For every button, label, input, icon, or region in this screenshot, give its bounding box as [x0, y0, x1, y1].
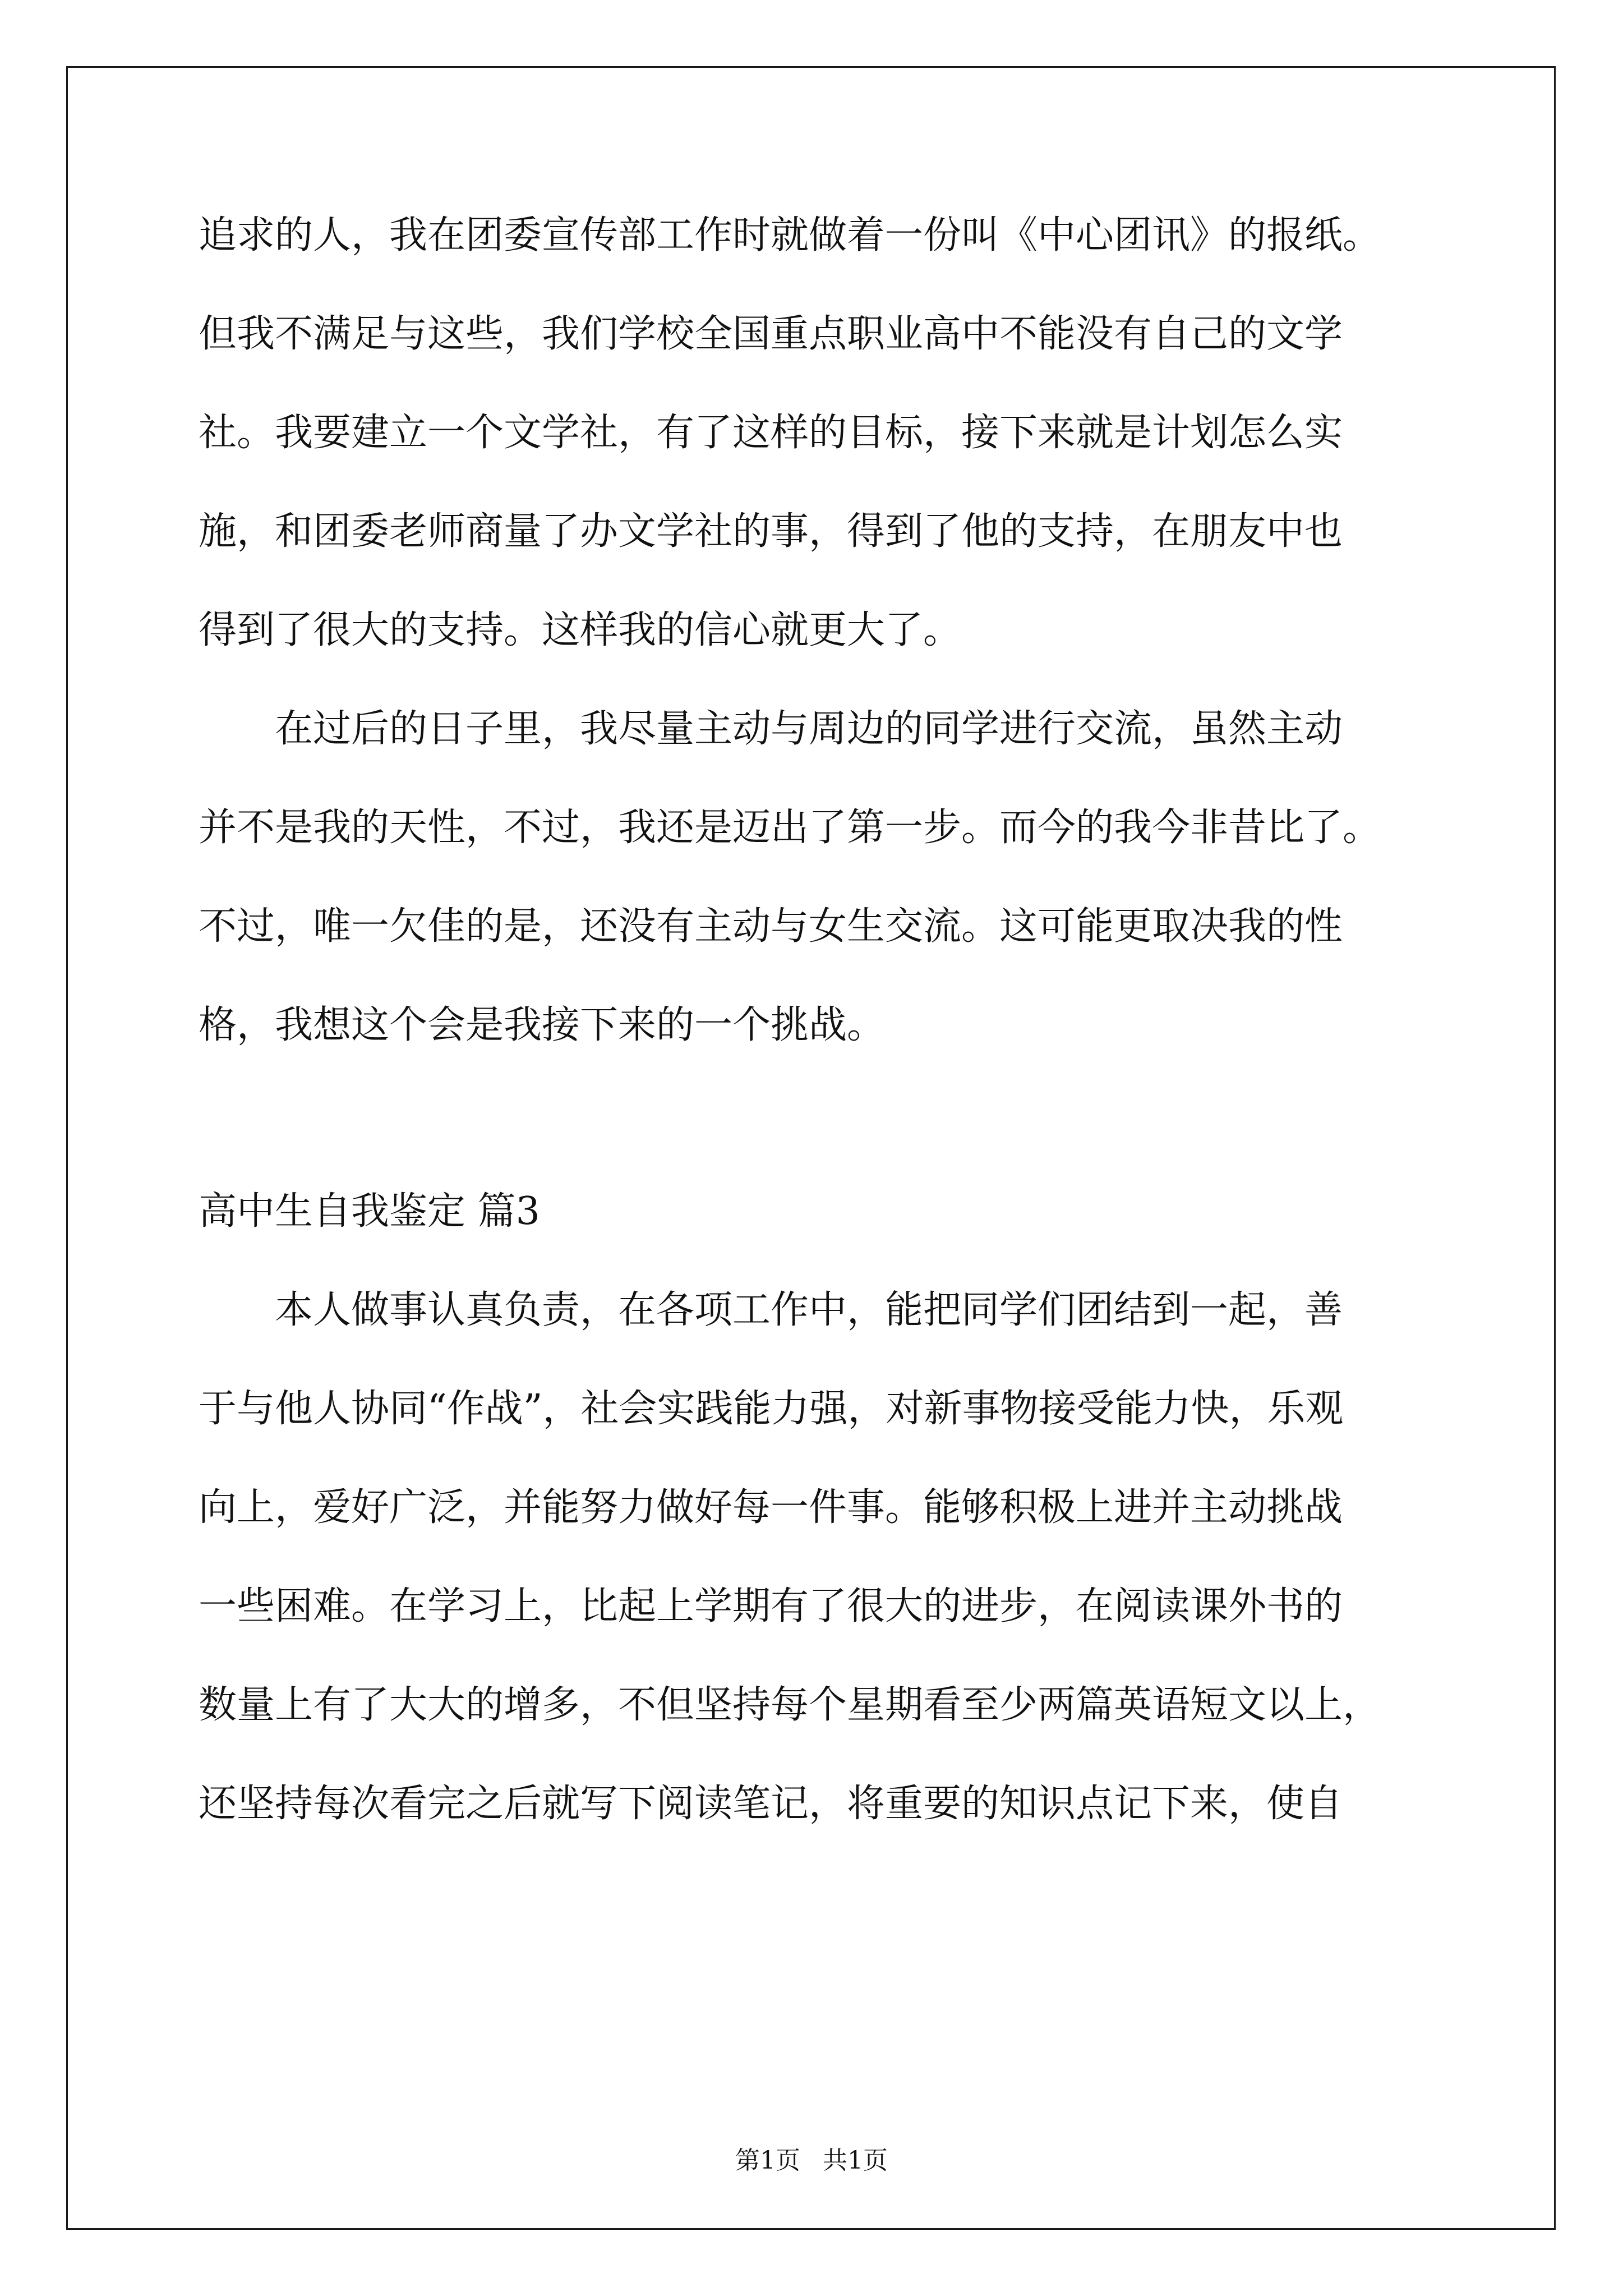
text-line: 本人做事认真负责，在各项工作中，能把同学们团结到一起，善: [275, 1288, 1343, 1332]
page-total: 共1页: [823, 2146, 888, 2175]
text-line: 施，和团委老师商量了办文学社的事，得到了他的支持，在朋友中也: [199, 509, 1343, 554]
text-line: 向上，爱好广泛，并能努力做好每一件事。能够积极上进并主动挑战: [199, 1485, 1343, 1530]
page-footer: [0, 2144, 1623, 2178]
document-body: [199, 208, 1424, 1875]
text-line: 但我不满足与这些，我们学校全国重点职业高中不能没有自己的文学: [199, 312, 1343, 356]
text-line: 在过后的日子里，我尽量主动与周边的同学进行交流，虽然主动: [275, 707, 1343, 751]
paragraph-2: [199, 701, 1424, 1096]
paragraph-1: [199, 208, 1424, 701]
text-line: 于与他人协同“作战”，社会实践能力强，对新事物接受能力快，乐观: [199, 1387, 1344, 1431]
section-heading-block: [199, 1184, 1424, 1282]
text-line: 并不是我的天性，不过，我还是迈出了第一步。而今的我今非昔比了。: [199, 806, 1381, 850]
text-line: 格，我想这个会是我接下来的一个挑战。: [199, 1003, 886, 1047]
page-number: 第1页: [735, 2146, 800, 2175]
text-line: 得到了很大的支持。这样我的信心就更大了。: [199, 608, 962, 652]
paragraph-3: [199, 1282, 1424, 1875]
text-line: 追求的人，我在团委宣传部工作时就做着一份叫《中心团讯》的报纸。: [199, 213, 1381, 257]
text-line: 不过，唯一欠佳的是，还没有主动与女生交流。这可能更取决我的性: [199, 904, 1343, 949]
text-line: 一些困难。在学习上，比起上学期有了很大的进步，在阅读课外书的: [199, 1584, 1343, 1628]
text-line: 还坚持每次看完之后就写下阅读笔记，将重要的知识点记下来，使自: [199, 1782, 1343, 1826]
text-line: 社。我要建立一个文学社，有了这样的目标，接下来就是计划怎么实: [199, 411, 1343, 455]
text-line: 数量上有了大大的增多，不但坚持每个星期看至少两篇英语短文以上，: [199, 1683, 1381, 1727]
section-heading: 高中生自我鉴定 篇3: [199, 1189, 540, 1234]
